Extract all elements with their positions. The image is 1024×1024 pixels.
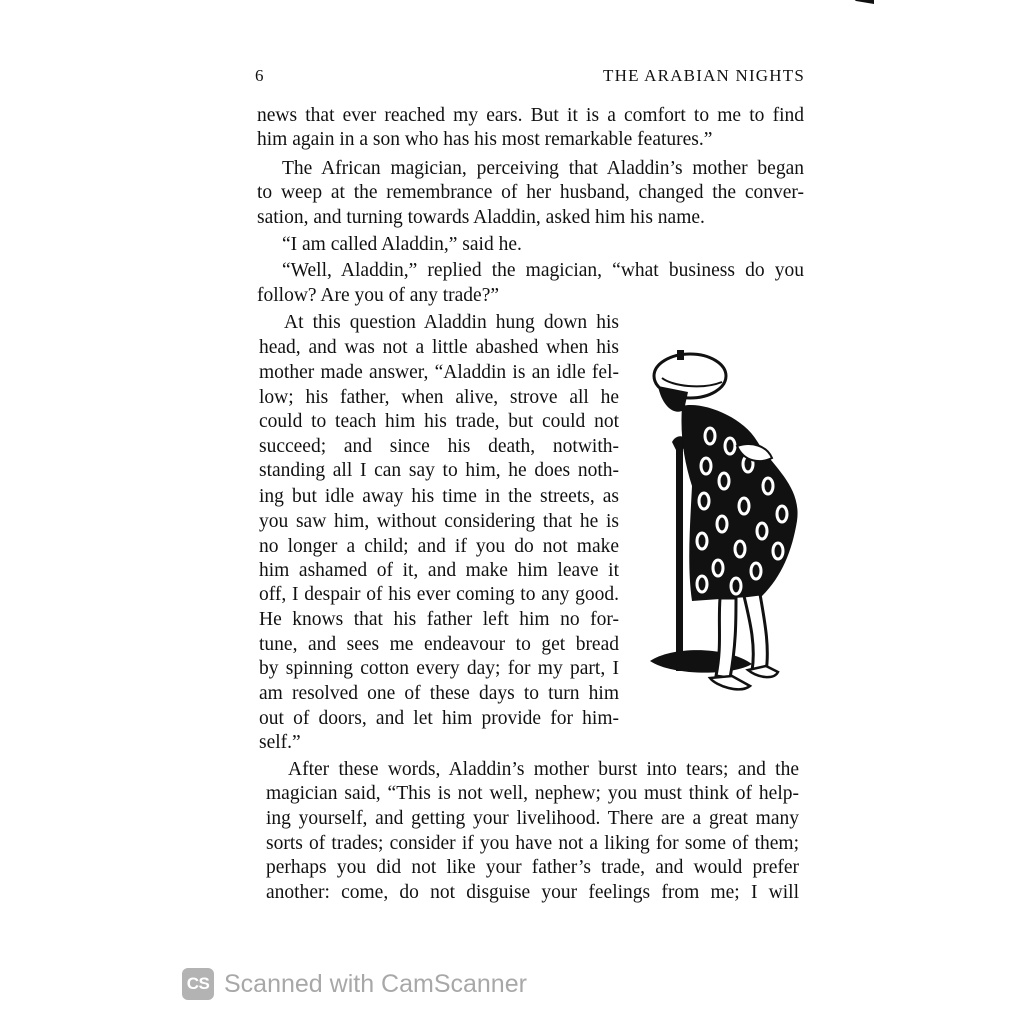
text-line: no longer a child; and if you do not make bbox=[259, 536, 619, 557]
text-line: He knows that his father left him no for- bbox=[259, 609, 619, 630]
text-line: head, and was not a little abashed when his bbox=[259, 337, 619, 358]
text-line: to weep at the remembrance of her husband, changed the conver- bbox=[257, 182, 804, 203]
text-line: by spinning cotton every day; for my part, I bbox=[259, 658, 619, 679]
text-line: “Well, Aladdin,” replied the magician, “what business do you bbox=[282, 260, 804, 281]
aladdin-figure-illustration bbox=[632, 346, 812, 716]
text-line: him ashamed of it, and make him leave it bbox=[259, 560, 619, 581]
corner-mark bbox=[852, 0, 874, 4]
text-line: The African magician, perceiving that Aladdin’s mother began bbox=[282, 158, 804, 179]
page-number: 6 bbox=[255, 66, 264, 85]
text-line: him again in a son who has his most remarkable features.” bbox=[257, 129, 713, 150]
text-line: another: come, do not disguise your feelings from me; I will bbox=[266, 882, 799, 903]
text-line: news that ever reached my ears. But it is a comfort to me to find bbox=[257, 105, 804, 126]
text-line: magician said, “This is not well, nephew; you must think of help- bbox=[266, 783, 799, 804]
text-line: off, I despair of his ever coming to any good. bbox=[259, 584, 619, 605]
text-line: perhaps you did not like your father’s trade, and would prefer bbox=[266, 857, 799, 878]
camscanner-logo-icon: CS bbox=[182, 968, 214, 1000]
text-line: low; his father, when alive, strove all he bbox=[259, 387, 619, 408]
text-line: succeed; and since his death, notwith- bbox=[259, 436, 619, 457]
text-line: After these words, Aladdin’s mother burst into tears; and the bbox=[288, 759, 799, 780]
text-line: you saw him, without considering that he is bbox=[259, 511, 619, 532]
text-line: sation, and turning towards Aladdin, asked him his name. bbox=[257, 207, 705, 228]
text-line: “I am called Aladdin,” said he. bbox=[282, 234, 522, 255]
text-line: ing yourself, and getting your livelihood. There are a great many bbox=[266, 808, 799, 829]
text-line: am resolved one of these days to turn him bbox=[259, 683, 619, 704]
page-header bbox=[255, 66, 805, 90]
text-line: self.” bbox=[259, 732, 301, 753]
text-line: tune, and sees me endeavour to get bread bbox=[259, 634, 619, 655]
text-line: out of doors, and let him provide for him- bbox=[259, 708, 619, 729]
text-line: sorts of trades; consider if you have not a liking for some of them; bbox=[266, 833, 799, 854]
text-line: ing but idle away his time in the streets, as bbox=[259, 486, 619, 507]
text-line: At this question Aladdin hung down his bbox=[284, 312, 619, 333]
text-line: could to teach him his trade, but could not bbox=[259, 411, 619, 432]
text-line: standing all I can say to him, he does noth- bbox=[259, 460, 619, 481]
text-line: follow? Are you of any trade?” bbox=[257, 285, 500, 306]
watermark-text: Scanned with CamScanner bbox=[224, 969, 527, 998]
running-head: THE ARABIAN NIGHTS bbox=[603, 66, 805, 85]
text-line: mother made answer, “Aladdin is an idle fel- bbox=[259, 362, 619, 383]
camscanner-watermark bbox=[182, 966, 527, 1002]
